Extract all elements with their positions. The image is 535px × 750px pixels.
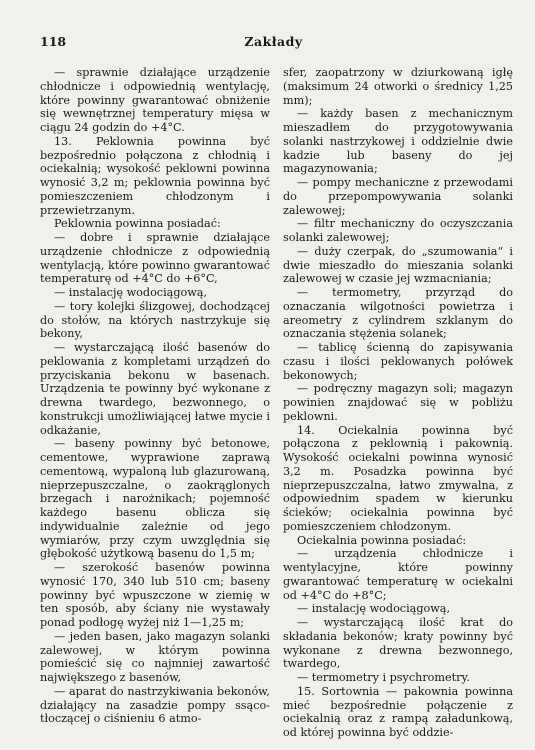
page-header [40, 34, 507, 52]
paragraph: — instalację wodociągową, [54, 286, 208, 299]
paragraph: — filtr mechaniczny do oczyszczania solanki zalewowej; [283, 217, 513, 244]
page-number: 118 [40, 34, 67, 49]
paragraph: — dobre i sprawnie działające urządzenie chłodnicze z odpowiednią wentylacją, które powinno gwarantować temperaturę od +4°C do +6°C, [40, 231, 270, 286]
paragraph: 15. Sortownia — pakownia powinna mieć bezpośrednie połączenie z ociekalnią oraz z rampą załadunkową, od której powinna być oddzie- [283, 684, 513, 739]
paragraph: Ociekalnia powinna posiadać: [297, 533, 467, 547]
paragraph: Peklownia powinna posiadać: [54, 217, 221, 231]
right-column [283, 66, 513, 740]
paragraph: — każdy basen z mechanicznym mieszadłem do przygotowywania solanki nastrzykowej i oddzielnie dwie kadzie lub baseny do jej magazynowania; [283, 107, 513, 176]
paragraph: sfer, zaopatrzony w dziurkowaną igłę (maksimum 24 otworki o średnicy 1,25 mm); [283, 66, 513, 107]
paragraph: — tory kolejki ślizgowej, dochodzącej do stołów, na których nastrzykuje się bekony, [40, 299, 270, 341]
paragraph: — wystarczającą ilość basenów do peklowania z kompletami urządzeń do przyciskania bekonu w basenach. Urządzenia te powinny być wykonane z drewna twardego, bezwonnego, o konstrukcji umożliwiającej łatwe mycie i odkażanie, [40, 341, 270, 437]
paragraph: 14. Ociekalnia powinna być połączona z peklownią i pakownią. Wysokość ociekalni powinna wynosić 3,2 m. Posadzka powinna być nieprzepuszczalna, łatwo zmywalna, z odpowiednim spadem w kierunku ścieków; ociekalnia powinna być pomieszczeniem chłodzonym. [283, 423, 513, 533]
paragraph: — sprawnie działające urządzenie chłodnicze i odpowiednią wentylację, które powinny gwarantować obniżenie się wewnętrznej temperatury mięsa w ciągu 24 godzin do +4°C. [40, 66, 270, 134]
paragraph: — termometry, przyrząd do oznaczania wilgotności powietrza i areometry z cylindrem szklanym do oznaczania stężenia solanek; [283, 286, 513, 341]
paragraph: — urządzenia chłodnicze i wentylacyjne, które powinny gwarantować temperaturę w ociekalni od +4°C do +8°C; [283, 547, 513, 602]
paragraph: — tablicę ścienną do zapisywania czasu i ilości peklowanych połówek bekonowych; [283, 341, 513, 382]
running-title: Zakłady [244, 34, 303, 49]
paragraph: 13. Peklownia powinna być bezpośrednio połączona z chłodnią i ociekalnią; wysokość peklowni powinna wynosić 3,2 m; peklownia powinna być pomieszczeniem chłodzonym i przewietrzanym. [40, 134, 270, 217]
paragraph: — pompy mechaniczne z przewodami do przepompowywania solanki zalewowej; [283, 176, 513, 217]
paragraph: — duży czerpak, do „szumowania“ i dwie mieszadło do mieszania solanki zalewowej w czasie jej wzmacniania; [283, 244, 513, 286]
paragraph: — baseny powinny być betonowe, cementowe, wyprawione zaprawą cementową, wypaloną lub glazurowaną, nieprzepuszczalne, o zaokrąglonych brzegach i narożnikach; pojemność każdego basenu oblicza się indywidualnie zależnie od jego wymiarów, przy czym uwzględnia się głębokość użytkową basenu do 1,5 m; [40, 437, 270, 561]
paragraph: — jeden basen, jako magazyn solanki zalewowej, w którym powinna pomieścić się co najmniej zawartość największego z basenów, [40, 629, 270, 684]
left-column [40, 66, 270, 726]
paragraph: — szerokość basenów powinna wynosić 170, 340 lub 510 cm; baseny powinny być wpuszczone w ziemię w ten sposób, aby ściany nie wystawały ponad podłogę wyżej niż 1—1,25 m; [40, 561, 270, 629]
paragraph: — podręczny magazyn soli; magazyn powinien znajdować się w pobliżu peklowni. [283, 382, 513, 423]
paragraph: — wystarczającą ilość krat do składania bekonów; kraty powinny być wykonane z drewna bezwonnego, twardego, [283, 616, 513, 671]
paragraph: — termometry i psychrometry. [297, 671, 470, 684]
paragraph: — instalację wodociągową, [297, 602, 451, 616]
paragraph: — aparat do nastrzykiwania bekonów, działający na zasadzie pompy ssąco-tłoczącej o ciśnieniu 6 atmo- [40, 684, 270, 726]
